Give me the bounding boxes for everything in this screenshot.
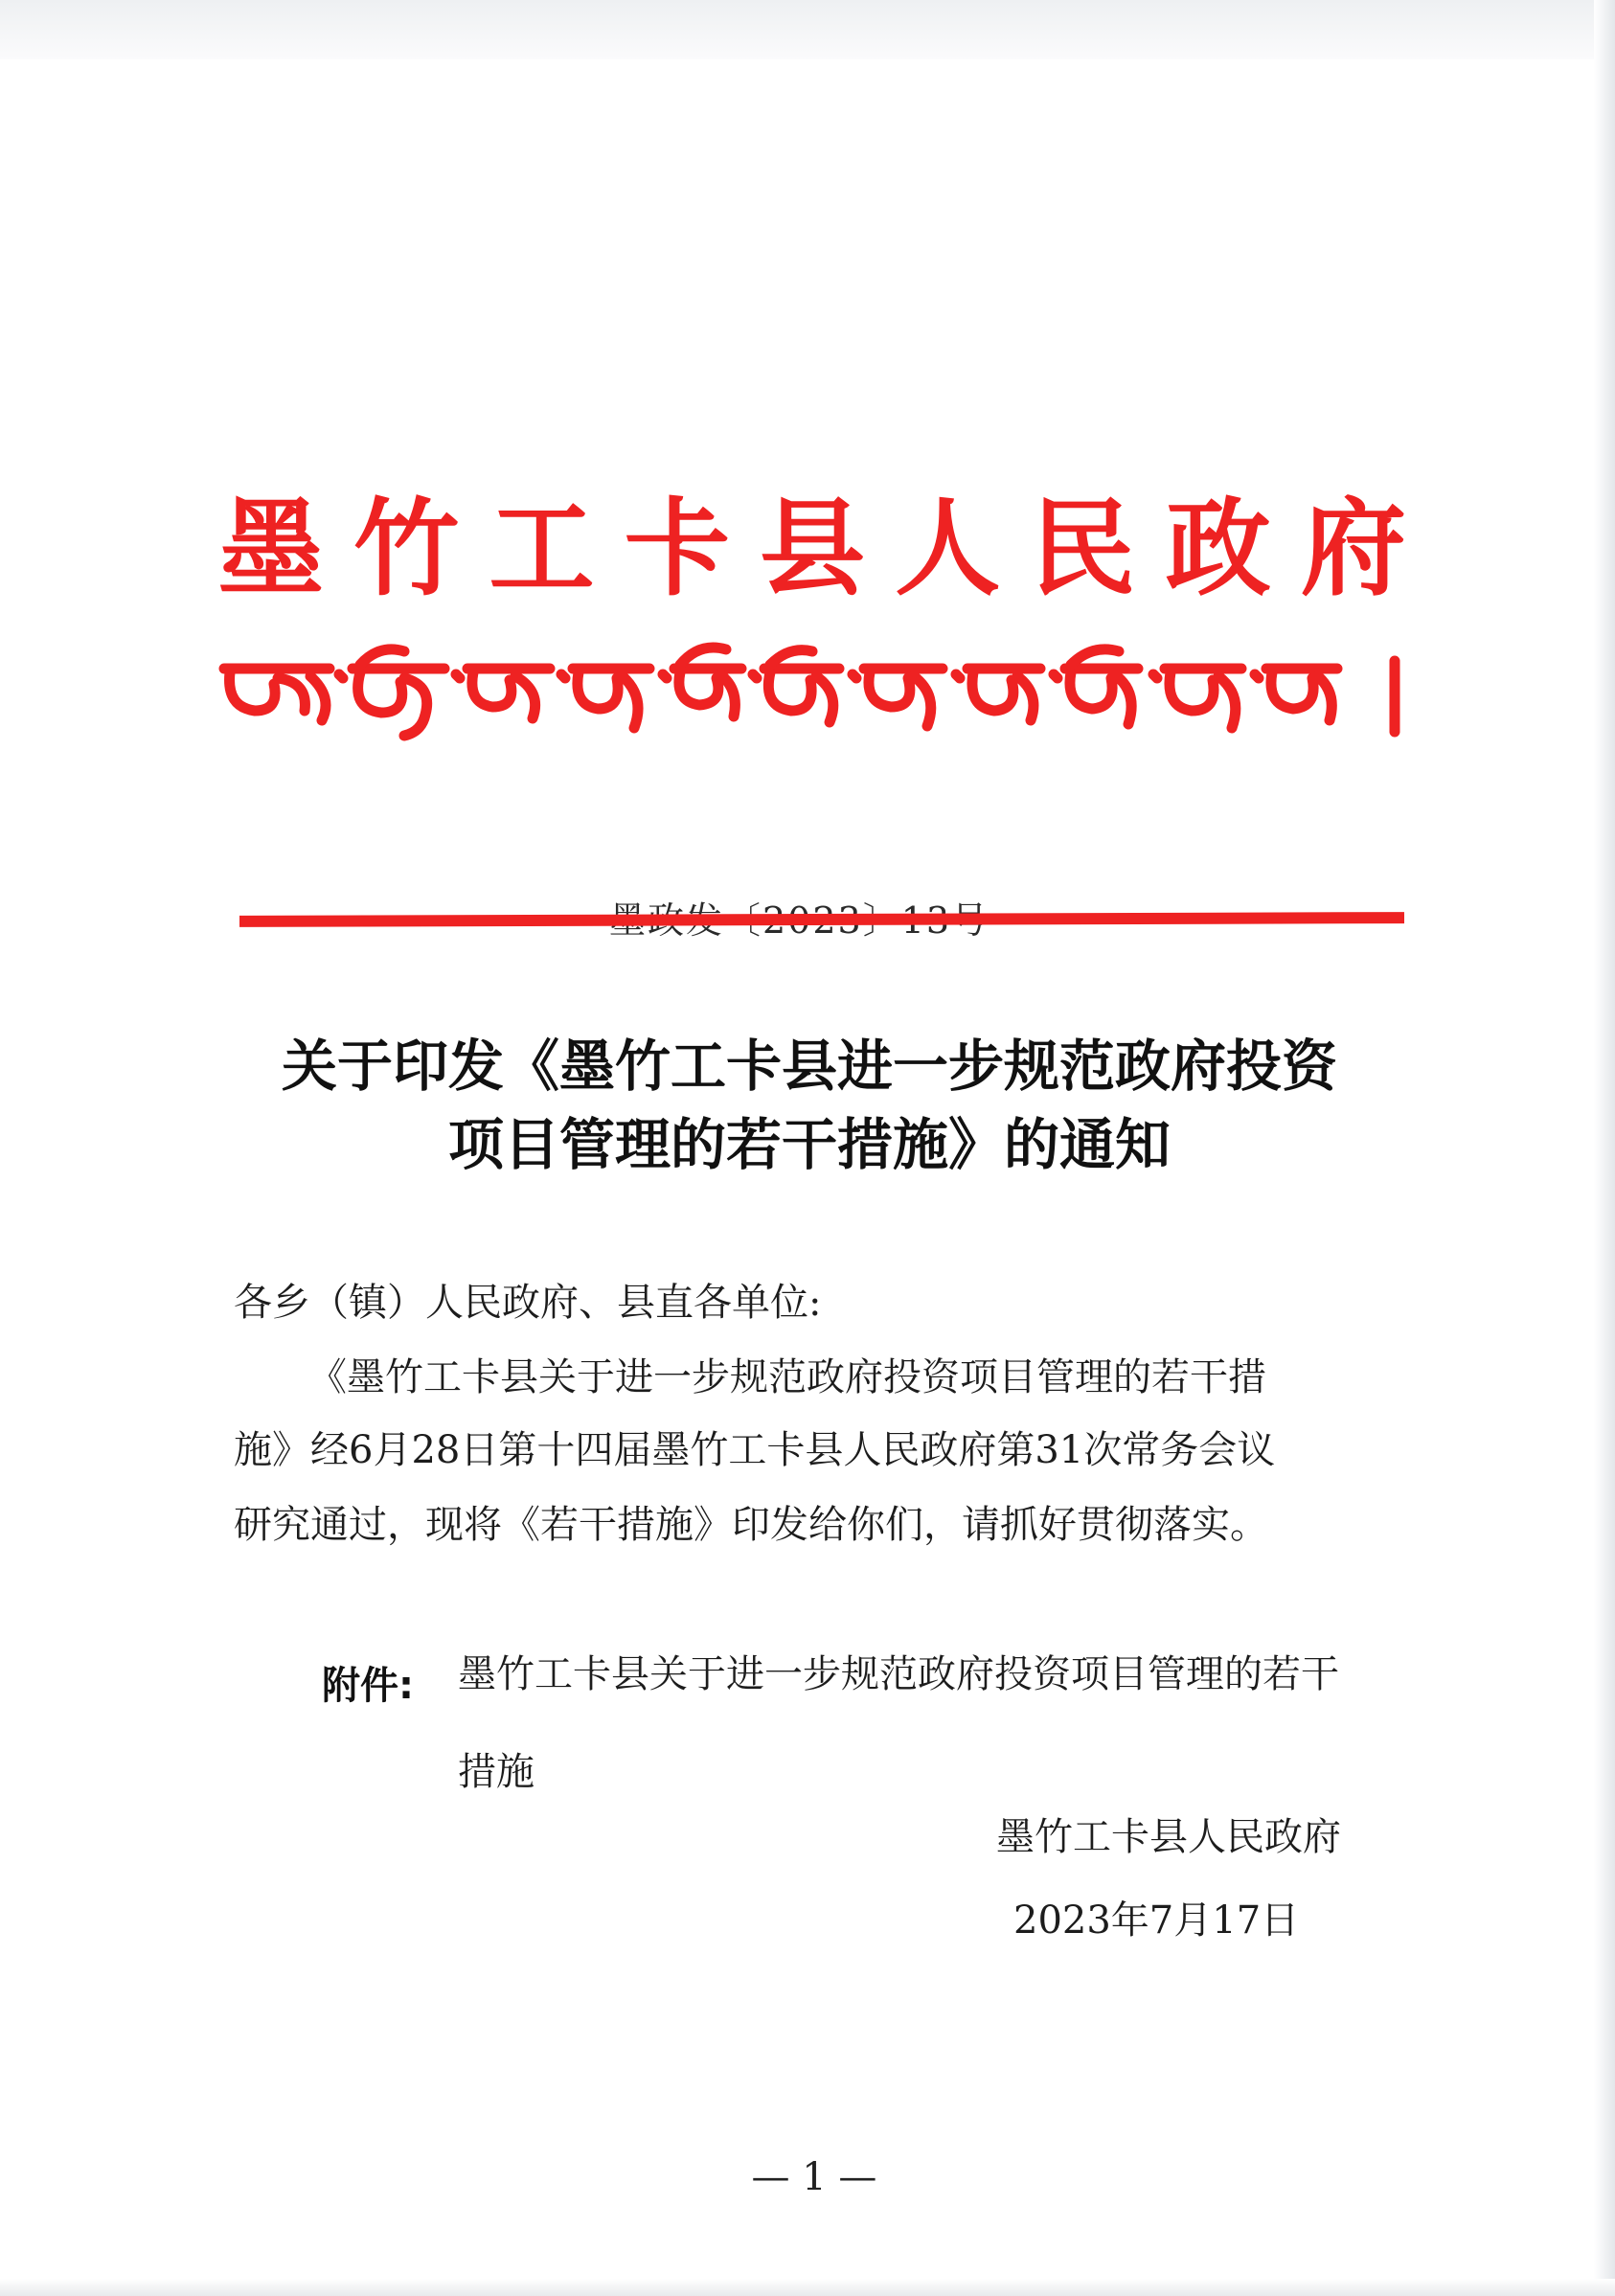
issuer-char: 县	[760, 488, 865, 610]
body-paragraph-line: 施》经6月28日第十四届墨竹工卡县人民政府第31次常务会议	[234, 1428, 1276, 1472]
issuer-char: 工	[489, 488, 595, 610]
issuer-char: 人	[895, 488, 1001, 610]
issuer-char: 政	[1165, 488, 1271, 610]
document-title-line-2: 项目管理的若干措施》的通知	[447, 1112, 1171, 1177]
body-paragraph-line: 《墨竹工卡县关于进一步规范政府投资项目管理的若干措	[308, 1355, 1266, 1399]
attachment-title-line: 墨竹工卡县关于进一步规范政府投资项目管理的若干	[458, 1652, 1339, 1696]
issuer-name-tibetan-logo	[216, 640, 1414, 745]
scan-right-edge	[1594, 0, 1615, 2296]
document-title-line-1: 关于印发《墨竹工卡县进一步规范政府投资	[281, 1034, 1337, 1099]
issuer-char: 竹	[353, 488, 460, 610]
signing-organization: 墨竹工卡县人民政府	[996, 1815, 1341, 1859]
issuer-char: 卡	[624, 488, 730, 610]
issuer-char: 民	[1030, 488, 1136, 610]
signing-date: 2023年7月17日	[1013, 1898, 1300, 1943]
salutation: 各乡（镇）人民政府、县直各单位:	[234, 1281, 822, 1325]
red-divider-line	[239, 912, 1404, 927]
scan-top-edge	[0, 0, 1615, 59]
issuer-char: 墨	[218, 488, 324, 610]
issuer-char: 府	[1301, 488, 1406, 610]
body-paragraph-line: 研究通过，现将《若干措施》印发给你们，请抓好贯彻落实。	[234, 1503, 1268, 1547]
attachment-label: 附件:	[322, 1664, 414, 1708]
page-number: — 1 —	[751, 2155, 877, 2199]
attachment-title-line: 措施	[458, 1750, 535, 1794]
scan-bottom-edge	[0, 2279, 1615, 2296]
issuer-name-chinese	[218, 487, 1406, 611]
